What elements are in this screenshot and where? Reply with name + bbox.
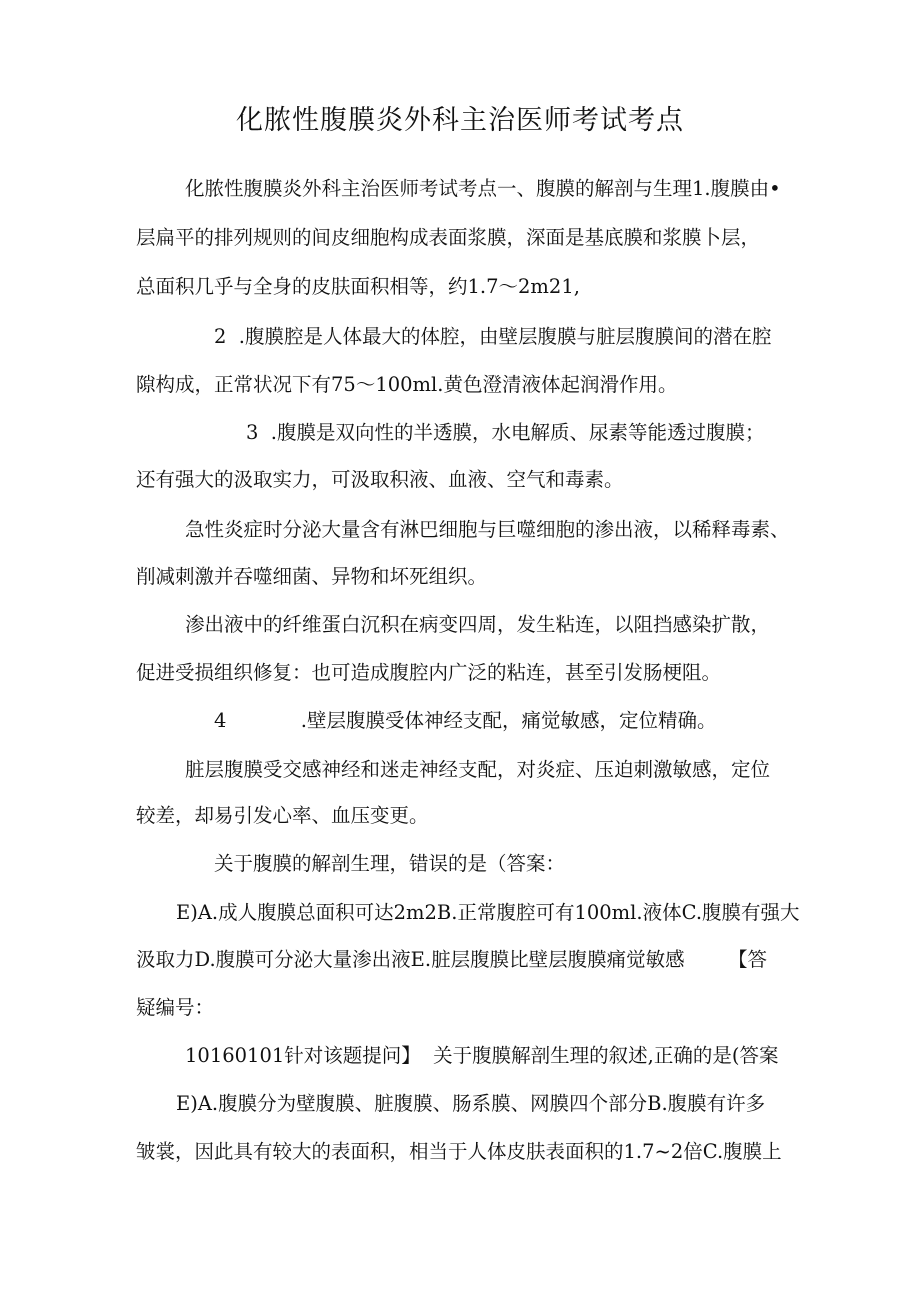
text-line: 促进受损组织修复：也可造成腹腔内广泛的粘连，甚至引发肠梗阻。: [136, 661, 722, 684]
text-line: 化脓性腹膜炎外科主治医师考试考点一、腹膜的解剖与生理1.腹膜由•: [185, 177, 781, 200]
text-line: 汲取力D.腹膜可分泌大量渗出液E.脏层腹膜比壁层腹膜痛觉敏感 【答: [136, 948, 767, 971]
text-line: 削减刺激并吞噬细菌、异物和坏死组织。: [136, 565, 488, 588]
text-line: 还有强大的汲取实力，可汲取积液、血液、空气和毒素。: [136, 468, 624, 491]
text-line: 关于腹膜的解剖生理，错误的是（答案：: [214, 852, 566, 875]
document-title: 化脓性腹膜炎外科主治医师考试考点: [236, 105, 684, 136]
text-line: 脏层腹膜受交感神经和迷走神经支配，对炎症、压迫刺激敏感，定位: [185, 758, 771, 781]
text-line: 10160101针对该题提问】 关于腹膜解剖生理的叙述,正确的是(答案: [185, 1044, 779, 1067]
text-line: E)A.腹膜分为壁腹膜、脏腹膜、肠系膜、网膜四个部分B.腹膜有许多: [176, 1092, 766, 1115]
text-line: 渗出液中的纤维蛋白沉积在病变四周，发生粘连，以阻挡感染扩散，: [185, 613, 771, 636]
text-line: E)A.成人腹膜总面积可达2m2B.正常腹腔可有100ml.液体C.腹膜有强大: [176, 901, 800, 924]
text-line: 4 .壁层腹膜受体神经支配，痛觉敏感，定位精确。: [214, 709, 717, 732]
text-line: 层扁平的排列规则的间皮细胞构成表面浆膜，深面是基底膜和浆膜卜层，: [136, 226, 761, 249]
text-line: 急性炎症时分泌大量含有淋巴细胞与巨噬细胞的渗出液，以稀释毒素、: [185, 518, 790, 541]
text-line: 皱裳，因此具有较大的表面积，相当于人体皮肤表面积的1.7~2倍C.腹膜上: [136, 1140, 782, 1163]
text-line: 2 .腹膜腔是人体最大的体腔，由壁层腹膜与脏层腹膜间的潜在腔: [214, 325, 772, 348]
text-line: 隙构成，正常状况下有75～100ml.黄色澄清液体起润滑作用。: [136, 373, 678, 396]
text-line: 疑编号：: [136, 996, 215, 1019]
text-line: 总面积几乎与全身的皮肤面积相等，约1.7～2m21,: [136, 275, 580, 298]
text-line: 3 .腹膜是双向性的半透膜，水电解质、尿素等能透过腹膜；: [246, 421, 765, 444]
text-line: 较差，却易引发心率、血压变更。: [136, 804, 429, 827]
